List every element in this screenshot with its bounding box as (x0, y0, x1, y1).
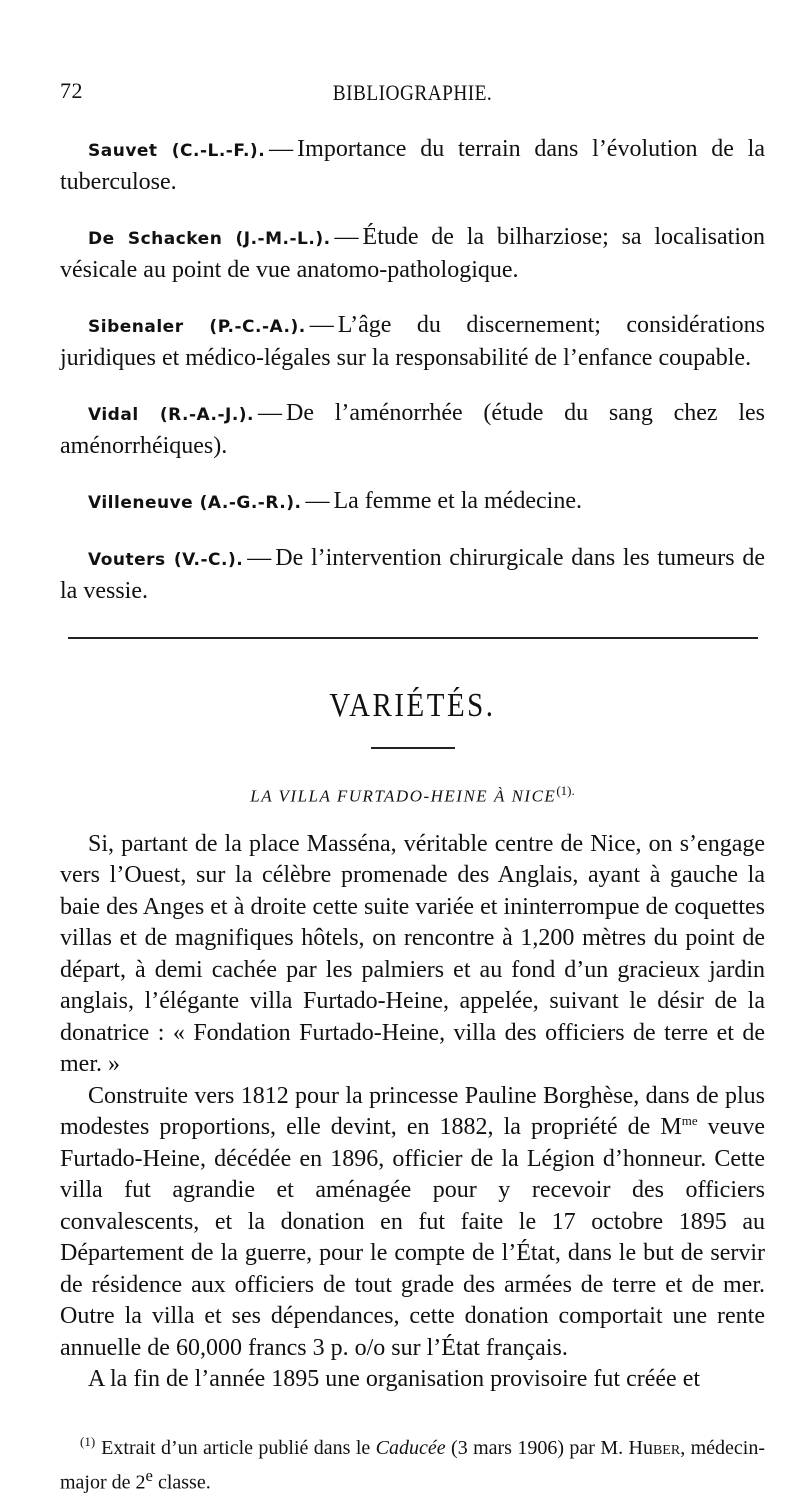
entry-dash: — (258, 400, 283, 426)
paragraph-text: Construite vers 1812 pour la princesse Pauline Borghèse, dans de plus modestes proportions, elle devint, en 1882, la propriété de M (60, 1082, 765, 1141)
bibliography-entry (60, 222, 765, 286)
entry-author: De Schacken (J.-M.-L.). (88, 229, 331, 249)
entry-author: Villeneuve (A.-G.-R.). (88, 493, 302, 513)
running-head (60, 70, 765, 110)
entry-dash: — (309, 312, 334, 338)
entry-dash: — (334, 224, 359, 250)
entry-title: Importance du terrain dans l’évolution de la tuberculose. (60, 136, 765, 195)
entry-dash: — (247, 545, 272, 571)
bibliography-list (60, 134, 765, 607)
bibliography-entry (60, 310, 765, 374)
entry-dash: — (305, 488, 330, 514)
entry-title: Étude de la bilharziose; sa localisation vésicale au point de vue anatomo-pathologique. (60, 224, 765, 283)
entry-author: Vidal (R.-A.-J.). (88, 405, 255, 425)
article-title-text: LA VILLA FURTADO-HEINE À NICE (250, 786, 557, 806)
entry-title: L’âge du discernement; considérations juridiques et médico-légales sur la responsabilité de l’enfance coupable. (60, 312, 765, 371)
article-body (60, 829, 765, 1396)
superscript: me (681, 1113, 698, 1129)
footnote-journal: Caducée (375, 1436, 446, 1459)
article-title (60, 783, 765, 807)
entry-author: Sibenaler (P.-C.-A.). (88, 317, 306, 337)
document-page (60, 70, 765, 1496)
footnote-text: (3 mars 1906) par M. Hu (445, 1436, 653, 1459)
section-title: VARIÉTÉS. (329, 687, 496, 724)
paragraph-text: veuve Furtado-Heine, décédée en 1896, officier de la Légion d’honneur. Cette villa fut agrandie et aménagée pour y recevoir des officiers convalescents, et la donation en fut faite le 17 octobre 1895 au Département de la guerre, pour le compte de l’État, dans le but de servir de résidence aux officiers de tout grade des armées de terre et de mer. Outre la villa et ses dépendances, cette donation comportait une rente annuelle de 60,000 francs 3 p. o/o sur l’État français. (60, 1114, 765, 1361)
bibliography-entry (60, 486, 765, 519)
bibliography-entry (60, 398, 765, 462)
paragraph (60, 1081, 765, 1365)
footnote-text: Extrait d’un article publié dans le (101, 1436, 376, 1459)
bibliography-entry (60, 134, 765, 198)
paragraph: A la fin de l’année 1895 une organisation provisoire fut créée et (88, 1366, 701, 1393)
paragraph: Si, partant de la place Masséna, véritable centre de Nice, on s’engage vers l’Ouest, sur la célèbre promenade des Anglais, ayant à gauche la baie des Anges et à droite cette suite variée et ininterrompue de coquettes villas et de magnifiques hôtels, on rencontre à 1,200 mètres du point de départ, à demi cachée par les palmiers et au fond d’un gracieux jardin anglais, l’élégante villa Furtado-Heine, appelée, suivant le désir de la donatrice : « Fondation Furtado-Heine, villa des officiers de terre et de mer. » (60, 830, 765, 1078)
footnote (60, 1434, 765, 1496)
title-rule (371, 747, 455, 749)
footnote-text: ber (652, 1436, 681, 1459)
entry-title: La femme et la médecine. (333, 488, 582, 514)
entry-dash: — (269, 136, 294, 162)
running-title: BIBLIOGRAPHIE. (332, 80, 493, 105)
footnote-text: , médecin-major de 2 (60, 1436, 765, 1494)
section-divider (68, 637, 758, 639)
entry-title: De l’intervention chirurgicale dans les tumeurs de la vessie. (60, 545, 766, 604)
page-number: 72 (60, 78, 83, 103)
entry-author: Vouters (V.-C.). (88, 550, 244, 570)
entry-title: De l’aménorrhée (étude du sang chez les aménorrhéiques). (60, 400, 765, 459)
bibliography-entry (60, 543, 765, 607)
footnote-text: classe. (152, 1471, 211, 1494)
superscript: e (145, 1465, 153, 1485)
footnote-reference: (1). (556, 783, 575, 798)
entry-author: Sauvet (C.-L.-F.). (88, 141, 266, 161)
footnote-mark: (1) (80, 1434, 96, 1449)
